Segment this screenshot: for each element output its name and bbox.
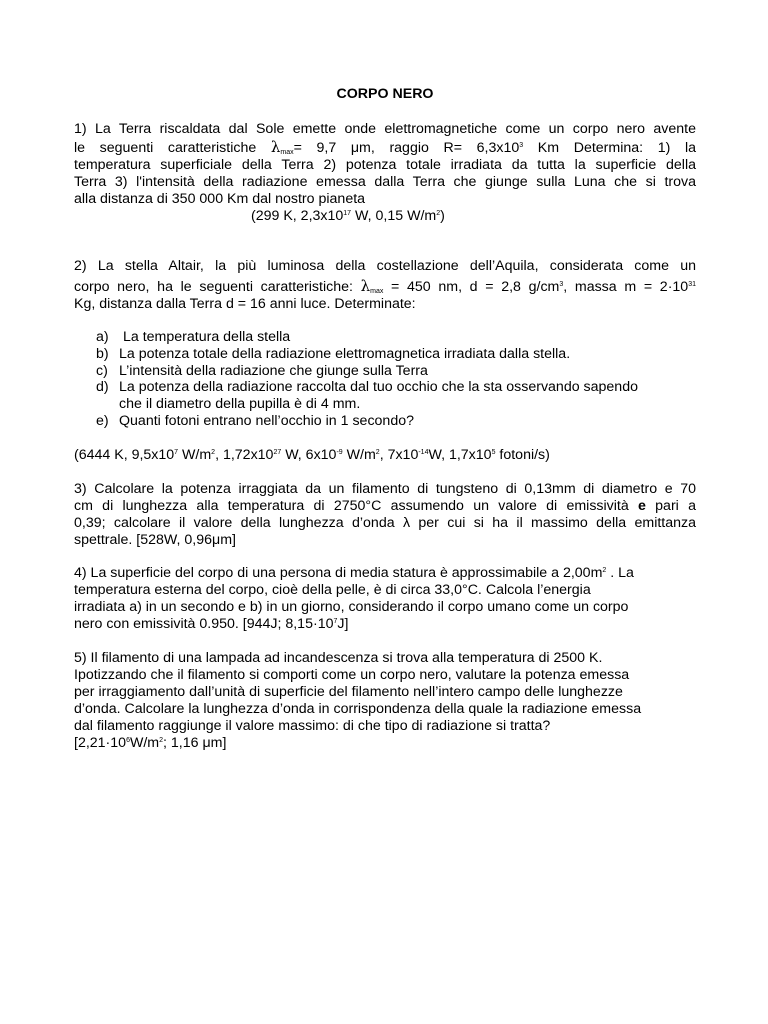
problem-2-line: Kg, distanza dalla Terra d = 16 anni luce. Determinate:	[74, 296, 416, 312]
problem-5	[74, 650, 696, 752]
list-item: d) La potenza della radiazione raccolta dal tuo occhio che la sta osservando sapendo	[96, 379, 638, 396]
problem-3-line: spettrale. [528W, 0,96μm]	[74, 532, 236, 548]
problem-4	[74, 565, 696, 633]
problem-5-line: 5) Il filamento di una lampada ad incandescenza si trova alla temperatura di 2500 K.	[74, 650, 603, 666]
problem-1-line: temperatura superficiale della Terra 2) potenza totale irradiata da tutta la superficie della	[74, 157, 696, 173]
problem-5-line: Ipotizzando che il filamento si comporti come un corpo nero, valutare la potenza emessa	[74, 667, 630, 683]
list-item: che il diametro della pupilla è di 4 mm.	[119, 396, 361, 413]
problem-1-line: le seguenti caratteristiche $\lambda_{max}= 9,7$ μm, raggio $R= 6,3x10^3$ Km Determina: 1) la	[74, 138, 696, 156]
list-item: c) L’intensità della radiazione che giunge sulla Terra	[96, 362, 428, 379]
problem-5-line: [$2,21\cdot 10^6W/m^2$; 1,16 μm]	[74, 735, 227, 751]
problem-4-line: 4) La superficie del corpo di una persona di media statura è approssimabile a $2,00m^2$ . La	[74, 565, 634, 581]
problem-4-line: irradiata a) in un secondo e b) in un giorno, considerando il corpo umano come un corpo	[74, 599, 629, 615]
problem-1-answer: (299 K, $2,3x10^{17}$ W, 0,15 $W/m^2$)	[251, 208, 445, 224]
problem-2-line: corpo nero, ha le seguenti caratteristiche: $\lambda_{max} = 450$ nm, d = 2,8 $g/cm^3$, massa $m = 2\cdot 10^{31}$	[74, 277, 696, 295]
document-title: CORPO NERO	[336, 86, 434, 102]
problem-2-line: 2) La stella Altair, la più luminosa della costellazione dell’Aquila, considerata come un	[74, 258, 696, 274]
problem-1-line: 1) La Terra riscaldata dal Sole emette onde elettromagnetiche come un corpo nero avente	[74, 121, 696, 137]
problem-3-line: cm di lunghezza alla temperatura di 2750°C assumendo un valore di emissività e pari a	[74, 498, 696, 514]
problem-3-line: 0,39; calcolare il valore della lunghezza d’onda λ per cui si ha il massimo della emittanza	[74, 515, 696, 531]
problem-5-line: per irraggiamento dall’unità di superficie del filamento nell’intero campo delle lunghezze	[74, 684, 623, 700]
list-item: b) La potenza totale della radiazione elettromagnetica irradiata dalla stella.	[96, 345, 571, 362]
lambda-symbol: λ	[360, 277, 371, 295]
list-item: a) La temperatura della stella	[96, 329, 291, 345]
problem-3-line: 3) Calcolare la potenza irraggiata da un filamento di tungsteno di 0,13mm di diametro e 70	[74, 481, 696, 497]
problem-5-line: d’onda. Calcolare la lunghezza d’onda in corrispondenza della quale la radiazione emessa	[74, 701, 642, 717]
problem-4-line: nero con emissività 0.950. [944J; $8,15\cdot 10^7J$]	[74, 616, 349, 632]
problem-1-line: Terra 3) l'intensità della radiazione emessa dalla Terra che giunge sulla Luna che si trova	[74, 174, 696, 190]
lambda-symbol: λ	[270, 138, 281, 156]
problem-3	[74, 481, 696, 549]
problem-2	[74, 258, 696, 313]
problem-2-answer: (6444 K, $9,5x10^7$ $W/m^2$, $1,72x10^{27}$ W, $6x10^{-9}$ $W/m^2$, $7x10^{-14}W$, $1,7x10^5$ fotoni/s)	[74, 447, 550, 463]
problem-5-line: dal filamento raggiunge il valore massimo: di che tipo di radiazione si tratta?	[74, 718, 551, 734]
problem-4-line: temperatura esterna del corpo, cioè della pelle, è di circa 33,0°C. Calcola l’energia	[74, 582, 591, 598]
problem-1-line: alla distanza di 350 000 Km dal nostro pianeta	[74, 191, 366, 207]
list-item: e) Quanti fotoni entrano nell’occhio in 1 secondo?	[96, 412, 414, 429]
problem-2-question-list	[96, 329, 696, 430]
problem-1	[74, 121, 696, 225]
